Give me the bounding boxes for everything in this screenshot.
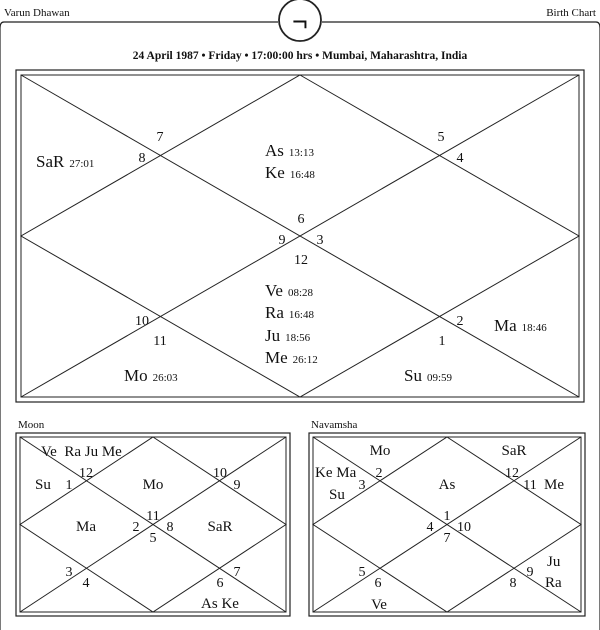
moon-planet-as-ke: As Ke xyxy=(201,596,239,612)
person-name: Varun Dhawan xyxy=(4,7,70,19)
planet-ma: Ma 18:46 xyxy=(494,316,547,335)
moon-chart-title: Moon xyxy=(18,419,45,431)
main-house-7: 12 xyxy=(294,253,308,268)
navamsha-planet-ve: Ve xyxy=(371,597,387,613)
chart-title: Birth Chart xyxy=(546,7,596,19)
moon-house-3: 9 xyxy=(233,478,241,493)
main-house-12: 7 xyxy=(156,130,164,145)
planet-su: Su 09:59 xyxy=(404,366,453,385)
navamsha-house-5: 9 xyxy=(526,565,534,580)
navamsha-house-12: 2 xyxy=(375,466,383,481)
planet-ve: Ve 08:28 xyxy=(265,281,314,300)
main-house-4: 3 xyxy=(316,233,324,248)
main-house-9: 10 xyxy=(135,314,149,329)
main-house-5: 2 xyxy=(456,314,464,329)
navamsha-house-11: 3 xyxy=(358,478,366,493)
planet-ke: Ke 16:48 xyxy=(265,163,315,182)
navamsha-chart xyxy=(309,433,585,616)
navamsha-house-10: 4 xyxy=(426,520,434,535)
moon-house-10: 2 xyxy=(132,520,140,535)
navamsha-planet-me: Me xyxy=(544,477,564,493)
navamsha-planet-mo: Mo xyxy=(369,443,391,459)
logo-glyph: ¬ xyxy=(292,7,308,38)
main-house-6: 1 xyxy=(438,334,446,349)
navamsha-planet-su: Su xyxy=(329,487,345,503)
navamsha-house-9: 5 xyxy=(358,565,366,580)
main-house-3: 4 xyxy=(456,151,464,166)
moon-planet-sar: SaR xyxy=(207,519,233,535)
navamsha-house-8: 6 xyxy=(374,576,382,591)
planet-mo: Mo 26:03 xyxy=(124,366,178,385)
main-house-8: 11 xyxy=(153,334,167,349)
moon-planet-mo: Mo xyxy=(142,477,164,493)
moon-planets-top: Ve Ra Ju Me xyxy=(41,444,122,460)
birth-details: 24 April 1987 • Friday • 17:00:00 hrs • Mumbai, Maharashtra, India xyxy=(132,50,468,62)
navamsha-house-4: 10 xyxy=(457,520,471,535)
moon-house-9: 3 xyxy=(65,565,73,580)
main-house-1: 6 xyxy=(297,212,305,227)
navamsha-house-7: 7 xyxy=(443,531,451,546)
navamsha-planet-as: As xyxy=(438,477,456,493)
moon-house-12: 12 xyxy=(79,466,93,481)
moon-chart xyxy=(16,433,290,616)
moon-house-5: 7 xyxy=(233,565,241,580)
moon-planet-su: Su xyxy=(35,477,51,493)
planet-as: As 13:13 xyxy=(265,141,314,160)
navamsha-house-6: 8 xyxy=(509,576,517,591)
moon-house-4: 8 xyxy=(166,520,174,535)
main-chart xyxy=(16,70,584,402)
moon-house-11: 1 xyxy=(65,478,73,493)
main-house-10: 9 xyxy=(278,233,286,248)
moon-planet-ma: Ma xyxy=(76,519,96,535)
moon-house-6: 6 xyxy=(216,576,224,591)
moon-house-1: 11 xyxy=(146,509,160,524)
navamsha-house-2: 12 xyxy=(505,466,519,481)
navamsha-house-1: 1 xyxy=(443,509,451,524)
planet-sar: SaR 27:01 xyxy=(36,152,95,171)
planet-ju: Ju 18:56 xyxy=(265,326,311,345)
navamsha-house-3: 11 xyxy=(523,478,537,493)
moon-house-7: 5 xyxy=(149,531,157,546)
moon-house-2: 10 xyxy=(213,466,227,481)
navamsha-chart-title: Navamsha xyxy=(311,419,358,431)
navamsha-planet-sar: SaR xyxy=(501,443,527,459)
navamsha-planet-ra: Ra xyxy=(545,575,562,591)
planet-ra: Ra 16:48 xyxy=(265,303,314,322)
logo xyxy=(279,0,321,41)
main-house-11: 8 xyxy=(138,151,146,166)
navamsha-planet-ju: Ju xyxy=(547,554,561,570)
main-house-2: 5 xyxy=(437,130,445,145)
navamsha-planet-ke-ma: Ke Ma xyxy=(315,465,357,481)
moon-house-8: 4 xyxy=(82,576,90,591)
planet-me: Me 26:12 xyxy=(265,348,318,367)
